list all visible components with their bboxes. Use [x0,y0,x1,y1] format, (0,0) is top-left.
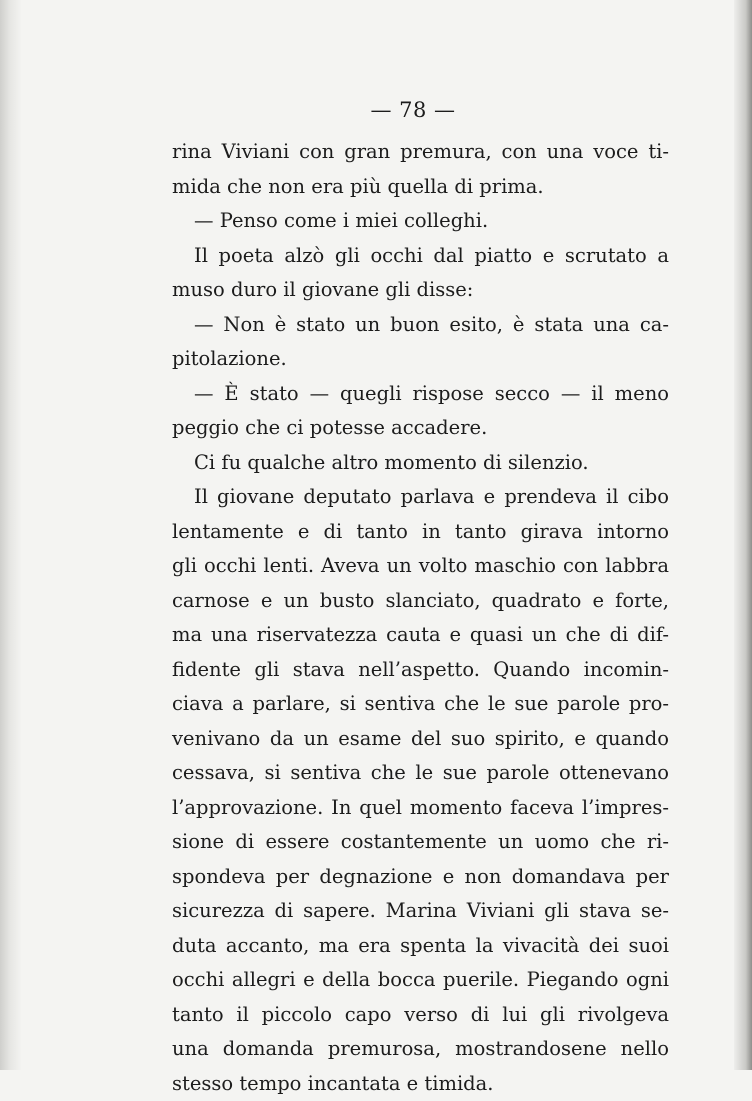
text-line: sicurezza di sapere. Marina Viviani gli stava se- [172,894,669,929]
page-edge-left [0,0,22,1070]
text-line: ma una riservatezza cauta e quasi un che di dif- [172,618,669,653]
text-line: fidente gli stava nell’aspetto. Quando incomin- [172,653,669,688]
text-line: gli occhi lenti. Aveva un volto maschio con labbra [172,549,669,584]
text-line: l’approvazione. In quel momento faceva l’impres- [172,791,669,826]
text-line: rina Viviani con gran premura, con una voce ti- [172,135,669,170]
text-line: Ci fu qualche altro momento di silenzio. [172,446,669,481]
page-edge-right [734,0,752,1070]
text-line: cessava, si sentiva che le sue parole ottenevano [172,756,669,791]
text-line: pitolazione. [172,342,669,377]
text-line: una domanda premurosa, mostrandosene nello [172,1032,669,1067]
text-line: duta accanto, ma era spenta la vivacità dei suoi [172,929,669,964]
text-line: stesso tempo incantata e timida. [172,1067,669,1101]
text-line: — Non è stato un buon esito, è stata una ca- [172,308,669,343]
text-line: ciava a parlare, si sentiva che le sue parole pro- [172,687,669,722]
text-line: — Penso come i miei colleghi. [172,204,669,239]
text-line: sione di essere costantemente un uomo che ri- [172,825,669,860]
text-line: lentamente e di tanto in tanto girava intorno [172,515,669,550]
text-line: tanto il piccolo capo verso di lui gli rivolgeva [172,998,669,1033]
body-text [172,135,669,1101]
text-line: carnose e un busto slanciato, quadrato e forte, [172,584,669,619]
text-line: venivano da un esame del suo spirito, e quando [172,722,669,757]
text-line: — È stato — quegli rispose secco — il meno [172,377,669,412]
text-line: spondeva per degnazione e non domandava per [172,860,669,895]
text-line: Il giovane deputato parlava e prendeva il cibo [172,480,669,515]
text-line: occhi allegri e della bocca puerile. Piegando ogni [172,963,669,998]
text-line: mida che non era più quella di prima. [172,170,669,205]
text-line: Il poeta alzò gli occhi dal piatto e scrutato a [172,239,669,274]
text-line: muso duro il giovane gli disse: [172,273,669,308]
page-number: — 78 — [0,98,752,122]
text-line: peggio che ci potesse accadere. [172,411,669,446]
